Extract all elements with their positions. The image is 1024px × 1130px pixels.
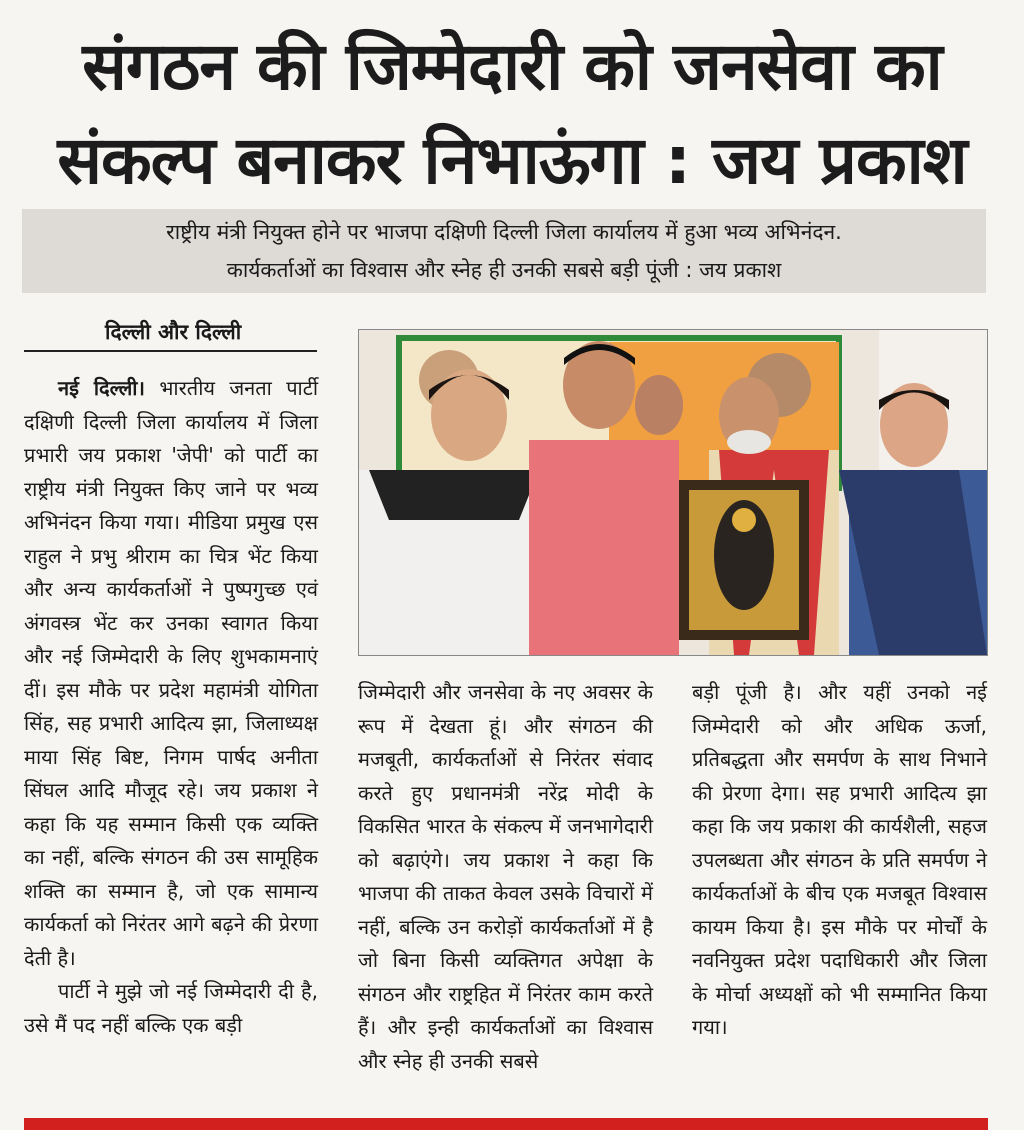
section-label: दिल्ली और दिल्ली <box>105 320 242 344</box>
article-column-3: बड़ी पूंजी है। और यहीं उनको नई जिम्मेदारी को और अधिक ऊर्जा, प्रतिबद्धता और समर्पण के साथ निभाने की प्रेरणा देगा। सह प्रभारी आदित्य झा कहा कि जय प्रकाश की कार्यशैली, सहज उपलब्धता और संगठन के प्रति समर्पण ने कार्यकर्ताओं के बीच एक मजबूत विश्वास कायम किया है। इस मौके पर मोर्चों के नवनियुक्त प्रदेश पदाधिकारी और जिला के मोर्चा अध्यक्षों को भी सम्मानित किया गया। <box>692 680 987 1039</box>
deck-line-2: कार्यकर्ताओं का विश्वास और स्नेह ही उनकी सबसे बड़ी पूंजी : जय प्रकाश <box>226 258 782 282</box>
headline-line-1: संगठन की जिम्मेदारी को जनसेवा का <box>82 28 942 105</box>
paragraph-text: भारतीय जनता पार्टी दक्षिणी दिल्ली जिला कार्यालय में जिला प्रभारी जय प्रकाश 'जेपी' को पार्टी का राष्ट्रीय मंत्री नियुक्त किए जाने पर भव्य अभिनंदन किया गया। मीडिया प्रमुख एस राहुल ने प्रभु श्रीराम का चित्र भेंट किया और अन्य कार्यकर्ताओं ने पुष्पगुच्छ एवं अंगवस्त्र भेंट कर उनका स्वागत किया और नई जिम्मेदारी के लिए शुभकामनाएं दीं। इस मौके पर प्रदेश महामंत्री योगिता सिंह, सह प्रभारी आदित्य झा, जिलाध्यक्ष माया सिंह बिष्ट, निगम पार्षद अनीता सिंघल आदि मौजूद रहे। जय प्रकाश ने कहा कि यह सम्मान किसी एक व्यक्ति का नहीं, बल्कि संगठन की उस सामूहिक शक्ति का सम्मान है, जो एक सामान्य कार्यकर्ता को निरंतर आगे बढ़ने की प्रेरणा देती है। <box>24 376 318 970</box>
article-paragraph-1 <box>24 372 318 975</box>
dateline: नई दिल्ली। <box>58 376 146 400</box>
photo-illustration <box>359 330 987 655</box>
deck-subheadline <box>22 209 986 293</box>
headline <box>0 20 1024 208</box>
article-column-1 <box>24 372 318 1042</box>
deck-line-1: राष्ट्रीय मंत्री नियुक्त होने पर भाजपा दक्षिणी दिल्ली जिला कार्यालय में हुआ भव्य अभिनंदन. <box>166 220 842 244</box>
news-photo <box>358 329 988 656</box>
section-rule <box>24 350 317 352</box>
article-paragraph-2: पार्टी ने मुझे जो नई जिम्मेदारी दी है, उसे मैं पद नहीं बल्कि एक बड़ी <box>24 979 318 1037</box>
headline-line-2: संकल्प बनाकर निभाऊंगा : जय प्रकाश <box>57 122 967 199</box>
bottom-accent-bar <box>24 1118 988 1130</box>
article-column-2: जिम्मेदारी और जनसेवा के नए अवसर के रूप में देखता हूं। और संगठन की मजबूती, कार्यकर्ताओं से निरंतर संवाद करते हुए प्रधानमंत्री नरेंद्र मोदी के विकसित भारत के संकल्प में जनभागेदारी को बढ़ाएंगे। जय प्रकाश ने कहा कि भाजपा की ताकत केवल उसके विचारों में नहीं, बल्कि उन करोड़ों कार्यकर्ताओं में है जो बिना किसी व्यक्तिगत अपेक्षा के संगठन और राष्ट्रहित में निरंतर काम करते हैं। और इन्ही कार्यकर्ताओं का विश्वास और स्नेह ही उनकी सबसे <box>358 680 653 1073</box>
